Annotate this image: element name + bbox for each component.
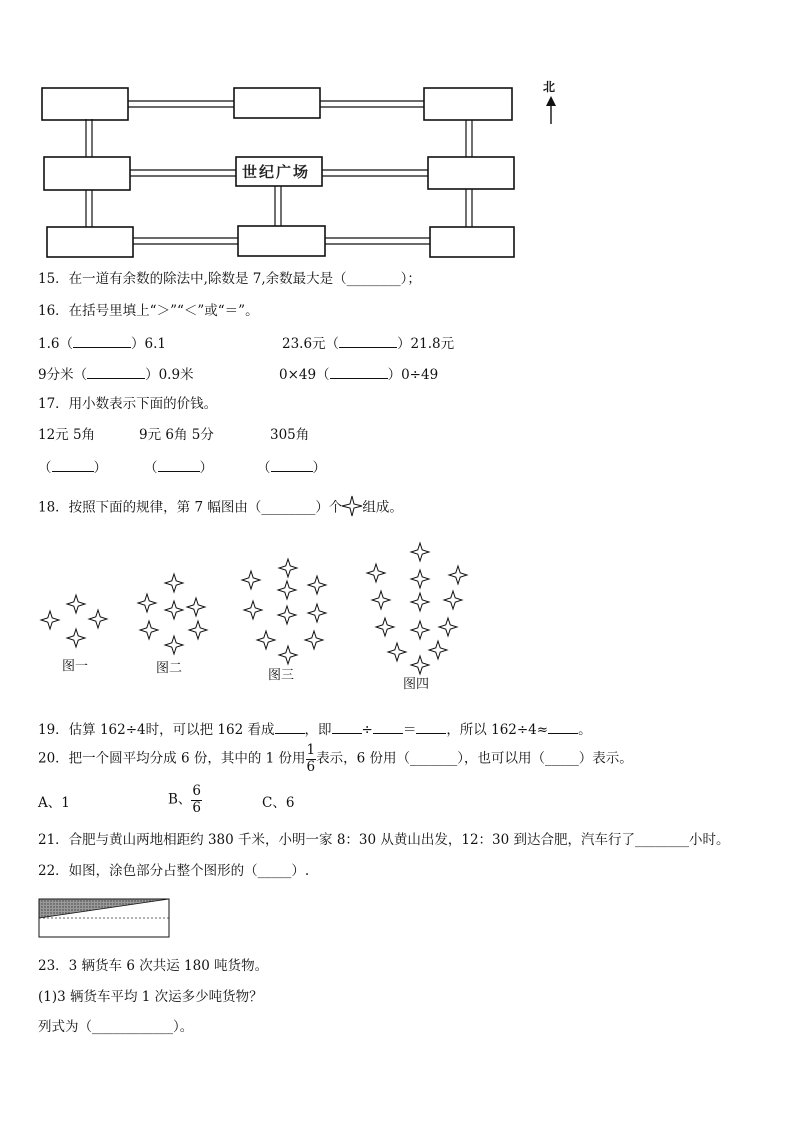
q16-item-4-right: ）0÷49 (387, 367, 439, 383)
four-point-star-icon (439, 618, 457, 636)
four-point-star-icon (411, 543, 429, 561)
question-21: 21．合肥与黄山两地相距约 380 千米，小明一家 8：30 从黄山出发，12：30 到达合肥，汽车行了________小时。 (38, 832, 730, 848)
four-point-star-icon (278, 606, 296, 624)
four-point-star-icon (376, 618, 394, 636)
north-arrow-icon (546, 96, 556, 124)
shaded-rectangle-figure (35, 894, 175, 944)
q16-item-2-right: ）21.8元 (397, 336, 455, 352)
q17-answer-3-blank[interactable] (271, 459, 313, 472)
four-point-star-icon (165, 601, 183, 619)
four-point-star-icon (89, 610, 107, 628)
four-point-star-icon (279, 559, 297, 577)
question-23-title: 23．3 辆货车 6 次共运 180 吨货物。 (38, 958, 269, 974)
q17-answer-1 (38, 459, 107, 476)
q16-item-2 (282, 335, 454, 352)
q20-fraction-one-sixth (306, 744, 317, 774)
four-point-star-icon (411, 593, 429, 611)
four-point-star-icon (444, 591, 462, 609)
figure-label-4: 图四 (403, 677, 430, 692)
star-figure-4 (367, 543, 467, 674)
four-point-star-icon (41, 611, 59, 629)
star-figure-1 (41, 595, 107, 647)
q20-option-c[interactable]: C、6 (262, 795, 295, 811)
star-pattern-figures (0, 530, 793, 730)
q19-blank-2[interactable] (332, 721, 362, 734)
map-roads-and-blocks (0, 0, 793, 270)
question-19 (38, 721, 592, 738)
four-point-star-icon (189, 621, 207, 639)
q16-item-3-right: ）0.9米 (145, 367, 194, 383)
four-point-star-icon (278, 581, 296, 599)
four-point-star-icon (165, 574, 183, 592)
four-point-star-icon (308, 576, 326, 594)
four-point-star-icon (429, 641, 447, 659)
four-point-star-icon (138, 594, 156, 612)
q17-answer-1-close: ） (93, 460, 107, 476)
q20-option-b[interactable] (168, 785, 202, 815)
q16-item-4-blank[interactable] (330, 366, 388, 379)
q20-part-1: 20．把一个圆平均分成 6 份，其中的 1 份用 (38, 750, 306, 767)
question-16-title: 16．在括号里填上“＞”“＜”或“＝”。 (38, 303, 259, 319)
q17-price-1: 12元 5角 (38, 427, 96, 443)
four-point-star-icon (165, 636, 183, 654)
q17-price-2: 9元 6角 5分 (139, 427, 214, 443)
q16-item-2-blank[interactable] (339, 335, 397, 348)
q18-text-before: 18．按照下面的规律，第 7 幅图由（________）个 (38, 499, 343, 516)
q17-answer-2-blank[interactable] (158, 459, 200, 472)
q17-answer-3-close: ） (312, 460, 326, 476)
four-point-star-icon (342, 496, 362, 516)
q16-item-3-blank[interactable] (87, 366, 145, 379)
q20-part-2: 表示，6 份用（_______），也可以用（_____）表示。 (316, 750, 633, 767)
q19-blank-4[interactable] (416, 721, 446, 734)
question-23-formula: 列式为（____________）。 (38, 1019, 194, 1035)
question-22: 22．如图，涂色部分占整个图形的（_____）. (38, 863, 310, 879)
four-point-star-icon (411, 570, 429, 588)
q16-item-1 (38, 335, 166, 352)
four-point-star-icon (367, 564, 385, 582)
q16-item-2-left: 23.6元（ (282, 336, 340, 352)
q17-answer-2-open: （ (144, 460, 158, 476)
four-point-star-icon (244, 601, 262, 619)
q19-part-2: ，即 (304, 722, 332, 738)
q19-part-3: ÷ (361, 722, 373, 738)
figure-label-1: 图一 (62, 659, 89, 674)
q16-item-3 (38, 366, 194, 383)
q20-option-b-label: B、 (168, 791, 192, 808)
q16-item-1-right: ）6.1 (130, 336, 166, 352)
q17-answer-2 (144, 459, 213, 476)
star-figure-2 (138, 574, 207, 654)
four-point-star-icon (308, 604, 326, 622)
four-point-star-icon (67, 595, 85, 613)
q17-answer-2-close: ） (199, 460, 213, 476)
q20-frac-numerator: 1 (306, 742, 316, 758)
q20-option-b-denominator: 6 (192, 799, 202, 816)
four-point-star-icon (449, 566, 467, 584)
q20-option-b-fraction (191, 785, 202, 815)
q19-part-6: 。 (578, 722, 592, 738)
q20-option-b-numerator: 6 (192, 783, 202, 799)
four-point-star-icon (372, 591, 390, 609)
four-point-star-icon (187, 598, 205, 616)
question-20 (38, 744, 633, 774)
four-point-star-icon (67, 629, 85, 647)
star-figure-3 (242, 559, 326, 664)
q17-answer-3 (257, 459, 326, 476)
q19-blank-3[interactable] (373, 721, 403, 734)
figure-label-3: 图三 (268, 668, 295, 683)
north-label: 北 (543, 80, 556, 94)
q17-price-3: 305角 (270, 427, 310, 443)
q16-item-4 (279, 366, 438, 383)
q20-option-a[interactable]: A、1 (38, 795, 70, 811)
four-point-star-icon (411, 656, 429, 674)
q16-item-3-left: 9分米（ (38, 367, 88, 383)
four-point-star-icon (305, 631, 323, 649)
four-point-star-icon (140, 621, 158, 639)
q17-answer-1-blank[interactable] (52, 459, 94, 472)
q16-item-4-left: 0×49（ (279, 367, 330, 383)
question-18 (38, 498, 403, 518)
q19-blank-5[interactable] (548, 721, 578, 734)
center-plaza-label: 世纪广场 (242, 163, 311, 181)
four-point-star-icon (279, 646, 297, 664)
q20-frac-denominator: 6 (306, 758, 316, 775)
q19-part-5: ，所以 162÷4≈ (446, 722, 549, 738)
four-point-star-icon (257, 631, 275, 649)
q19-blank-1[interactable] (275, 721, 305, 734)
q17-answer-1-open: （ (38, 460, 52, 476)
question-23-sub-1: (1)3 辆货车平均 1 次运多少吨货物？ (38, 989, 263, 1005)
q18-text-after: 组成。 (362, 499, 403, 516)
q17-answer-3-open: （ (257, 460, 271, 476)
q19-part-1: 19．估算 162÷4时，可以把 162 看成 (38, 722, 275, 738)
figure-label-2: 图二 (156, 661, 183, 676)
q19-part-4: ＝ (402, 722, 417, 738)
q16-item-1-blank[interactable] (73, 335, 131, 348)
four-point-star-icon (388, 643, 406, 661)
question-15: 15．在一道有余数的除法中,除数是 7,余数最大是（________）； (38, 271, 421, 287)
four-point-star-icon (242, 571, 260, 589)
question-17-title: 17．用小数表示下面的价钱。 (38, 396, 218, 412)
four-point-star-icon (411, 621, 429, 639)
q16-item-1-left: 1.6（ (38, 336, 73, 352)
